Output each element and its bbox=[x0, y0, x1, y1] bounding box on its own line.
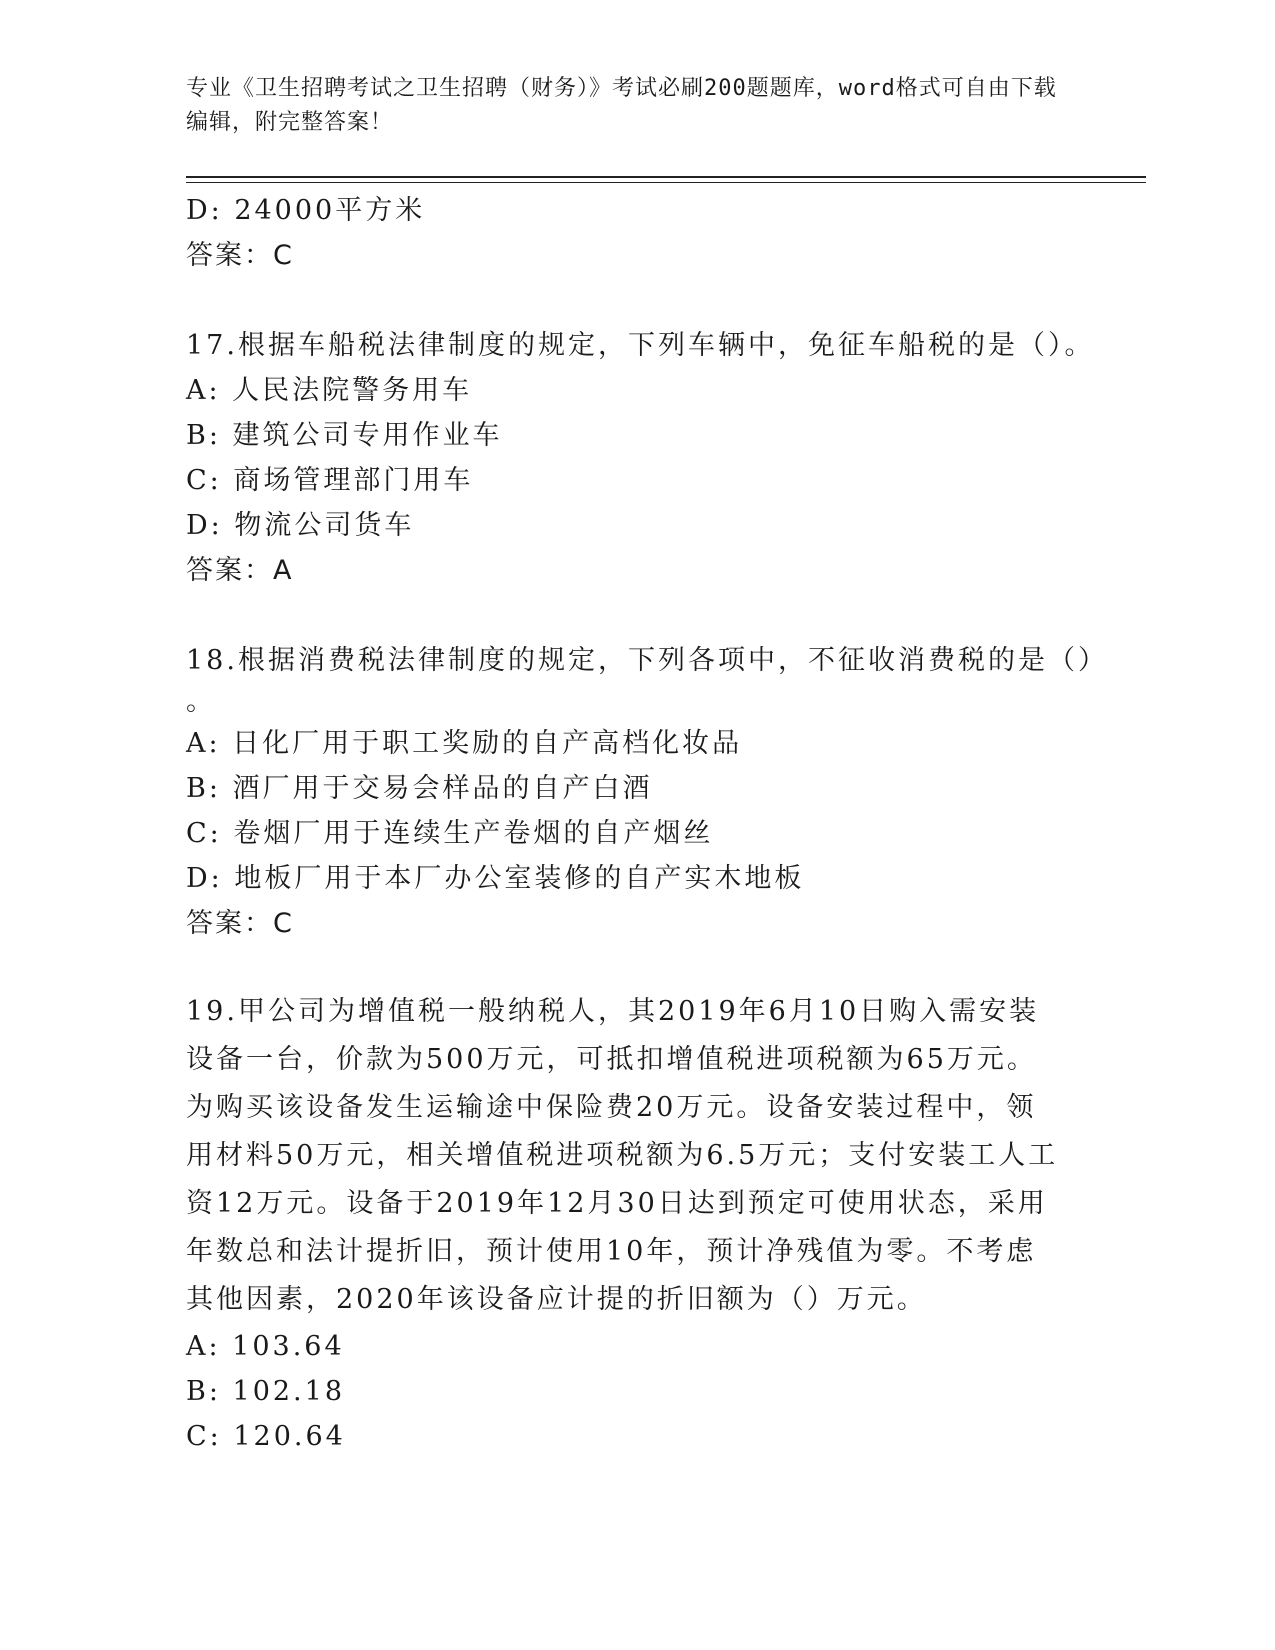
q19-question: 19.甲公司为增值税一般纳税人，其2019年6月10日购入需安装设备一台，价款为500万元，可抵扣增值税进项税额为65万元。为购买该设备发生运输途中保险费20万元。设备安装过程中，领用材料50万元，相关增值税进项税额为6.5万元；支付安装工人工资12万元。设备于2019年12月30日达到预定可使用状态，采用年数总和法计提折旧，预计使用10年，预计净残值为零。不考虑其他因素，2020年该设备应计提的折旧额为（）万元。 bbox=[186, 996, 1059, 1315]
spacer bbox=[186, 593, 1086, 638]
question-content bbox=[186, 188, 1108, 1459]
q18-option-b: B: 酒厂用于交易会样品的自产白酒 bbox=[186, 773, 653, 804]
q17-option-d: D: 物流公司货车 bbox=[186, 510, 415, 541]
q18-option-c: C: 卷烟厂用于连续生产卷烟的自产烟丝 bbox=[186, 818, 714, 849]
q18-question: 18.根据消费税法律制度的规定，下列各项中，不征收消费税的是（） bbox=[186, 645, 1108, 676]
q16-answer: 答案：C bbox=[186, 240, 294, 271]
document-header: 专业《卫生招聘考试之卫生招聘（财务）》考试必刷200题题库，word格式可自由下载编辑，附完整答案！ bbox=[186, 76, 1057, 135]
q19-option-a: A: 103.64 bbox=[186, 1331, 345, 1362]
q17-question: 17.根据车船税法律制度的规定，下列车辆中，免征车船税的是（）。 bbox=[186, 330, 1095, 361]
spacer bbox=[186, 946, 1086, 988]
q18-question-tail: 。 bbox=[186, 686, 216, 717]
q19-option-b: B: 102.18 bbox=[186, 1376, 345, 1407]
q17-option-b: B: 建筑公司专用作业车 bbox=[186, 420, 503, 451]
spacer bbox=[186, 278, 1086, 323]
q18-option-a: A: 日化厂用于职工奖励的自产高档化妆品 bbox=[186, 728, 743, 759]
header-rule-thick bbox=[186, 176, 1146, 178]
q18-option-d: D: 地板厂用于本厂办公室装修的自产实木地板 bbox=[186, 863, 805, 894]
q17-answer: 答案：A bbox=[186, 555, 294, 586]
q16-option-d: D: 24000平方米 bbox=[186, 195, 426, 226]
q19-option-c: C: 120.64 bbox=[186, 1421, 346, 1452]
q18-answer: 答案：C bbox=[186, 908, 294, 939]
q17-option-a: A: 人民法院警务用车 bbox=[186, 375, 473, 406]
header-rule-thin bbox=[186, 182, 1146, 183]
q17-option-c: C: 商场管理部门用车 bbox=[186, 465, 474, 496]
